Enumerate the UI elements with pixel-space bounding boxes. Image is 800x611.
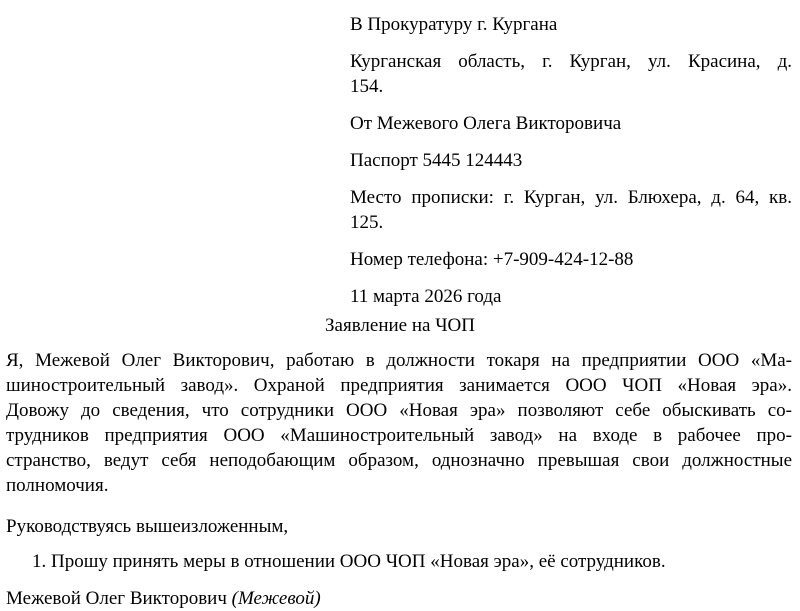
body-line: Я, Межевой Олег Викторович, работаю в должности токаря на предприятии ООО «Ма- xyxy=(6,350,792,371)
body-line: шиностроительный завод». Охраной предприятия занимается ООО ЧОП «Новая эра». xyxy=(6,375,792,396)
addressee-block xyxy=(350,12,792,321)
request-list xyxy=(32,549,666,574)
guided-phrase: Руководствуясь вышеизложенным, xyxy=(6,516,289,537)
residence xyxy=(350,185,792,235)
recipient: В Прокуратуру г. Кургана xyxy=(350,14,558,35)
body-line: Довожу до сведения, что сотрудники ООО «Новая эра» позволяют себе обыскивать со- xyxy=(6,400,792,421)
recipient-address-line: Курганская область, г. Курган, ул. Красина, д. xyxy=(350,51,792,72)
phone: Номер телефона: +7-909-424-12-88 xyxy=(350,249,634,270)
signer-name: Межевой Олег Викторович xyxy=(6,588,227,609)
passport: Паспорт 5445 124443 xyxy=(350,150,523,171)
request-text: Прошу принять меры в отношении ООО ЧОП «Новая эра», её сотрудников. xyxy=(51,551,666,572)
request-item xyxy=(32,549,666,574)
sender: От Межевого Олега Викторовича xyxy=(350,113,622,134)
signature-line xyxy=(6,586,321,611)
residence-line: Место прописки: г. Курган, ул. Блюхера, д. 64, кв. xyxy=(350,187,792,208)
recipient-address xyxy=(350,49,792,99)
signature-handwritten: (Межевой) xyxy=(231,588,321,609)
recipient-address-line: 154. xyxy=(350,76,384,97)
document-title: Заявление на ЧОП xyxy=(325,315,475,336)
body-line: трудников предприятия ООО «Машиностроительный завод» на входе в рабочее про- xyxy=(6,425,792,446)
request-number: 1. xyxy=(32,551,47,572)
statement-body xyxy=(6,348,792,498)
residence-line: 125. xyxy=(350,212,384,233)
body-line: полномочия. xyxy=(6,475,109,496)
body-line: странство, ведут себя неподобающим образом, однозначно превышая свои должностные xyxy=(6,450,792,471)
document-date: 11 марта 2026 года xyxy=(350,286,502,307)
